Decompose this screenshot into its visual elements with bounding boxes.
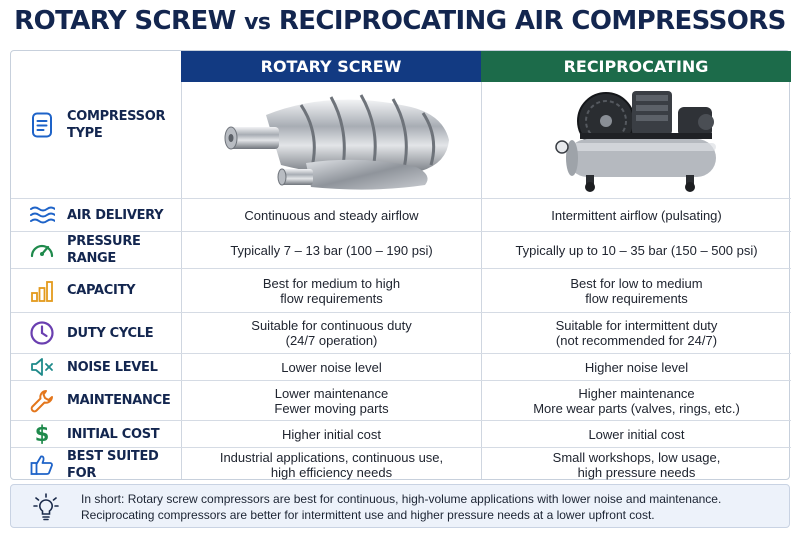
- row-duty-cycle: [11, 312, 791, 353]
- title-part-1: ROTARY SCREW: [14, 6, 245, 36]
- row-capacity: [11, 268, 791, 312]
- reciprocating-compressor-tank-image: [546, 85, 726, 195]
- rotary-best-suited-for: Industrial applications, continuous use, high efficiency needs: [219, 449, 444, 480]
- compressor-type-row: [11, 51, 791, 198]
- rotary-capacity: Best for medium to high flow requirements: [262, 275, 401, 306]
- airflow-icon: [29, 202, 55, 228]
- rotary-duty-cycle: Suitable for continuous duty (24/7 operation): [251, 318, 412, 348]
- dollar-icon: $: [34, 422, 50, 446]
- lightbulb-icon: [33, 493, 59, 521]
- gauge-icon: [29, 237, 55, 263]
- document-icon: [29, 112, 55, 138]
- recip-maintenance: Higher maintenance More wear parts (valves, rings, etc.): [533, 385, 740, 416]
- capacity-label: CAPACITY: [67, 283, 136, 298]
- rotary-air-delivery: Continuous and steady airflow: [244, 207, 419, 223]
- row-air-delivery: [11, 198, 791, 231]
- title-vs: vs: [244, 10, 271, 35]
- row-best-suited-for: [11, 447, 791, 481]
- noise-level-label: NOISE LEVEL: [67, 359, 158, 375]
- speaker-mute-icon: [29, 354, 55, 380]
- summary-text: In short: Rotary screw compressors are best for continuous, high-volume applications with lower noise and maintenance. Reciprocating compressors are better for intermittent use and higher pressure needs at a lower upfront cost.: [81, 492, 722, 522]
- row-maintenance: [11, 380, 791, 420]
- recip-capacity: Best for low to medium flow requirements: [570, 275, 703, 306]
- rotary-pressure-range: Typically 7 – 13 bar (100 – 190 psi): [230, 242, 433, 258]
- summary-box: [10, 484, 790, 528]
- pressure-range-label: PRESSURE RANGE: [67, 234, 141, 266]
- bar-chart-icon: [29, 278, 55, 304]
- wrench-icon: [29, 388, 55, 414]
- page-title: [0, 6, 800, 36]
- rotary-maintenance: Lower maintenance Fewer moving parts: [274, 385, 389, 416]
- recip-noise-level: Higher noise level: [584, 359, 689, 375]
- title-part-2: RECIPROCATING AIR COMPRESSORS: [270, 6, 786, 36]
- thumbs-up-icon: [29, 452, 55, 478]
- air-delivery-label: AIR DELIVERY: [67, 207, 164, 223]
- row-initial-cost: [11, 420, 791, 447]
- best-suited-for-label: BEST SUITED FOR: [67, 448, 159, 481]
- recip-duty-cycle: Suitable for intermittent duty (not recommended for 24/7): [555, 318, 718, 348]
- initial-cost-label: INITIAL COST: [67, 426, 160, 442]
- row-noise-level: [11, 353, 791, 380]
- maintenance-label: MAINTENANCE: [67, 393, 171, 408]
- rotary-screw-header: ROTARY SCREW: [181, 51, 481, 82]
- recip-pressure-range: Typically up to 10 – 35 bar (150 – 500 psi): [515, 242, 758, 258]
- clock-icon: [29, 320, 55, 346]
- recip-initial-cost: Lower initial cost: [588, 426, 685, 442]
- compressor-type-label: COMPRESSOR TYPE: [67, 108, 166, 141]
- comparison-table: [10, 50, 790, 480]
- rotary-initial-cost: Higher initial cost: [282, 426, 381, 442]
- duty-cycle-label: DUTY CYCLE: [67, 325, 154, 341]
- row-pressure-range: [11, 231, 791, 268]
- reciprocating-header: RECIPROCATING: [481, 51, 791, 82]
- recip-best-suited-for: Small workshops, low usage, high pressure needs: [552, 449, 721, 480]
- rotary-screw-rotors-image: [211, 85, 461, 195]
- rotary-noise-level: Lower noise level: [281, 359, 382, 375]
- recip-air-delivery: Intermittent airflow (pulsating): [551, 207, 722, 223]
